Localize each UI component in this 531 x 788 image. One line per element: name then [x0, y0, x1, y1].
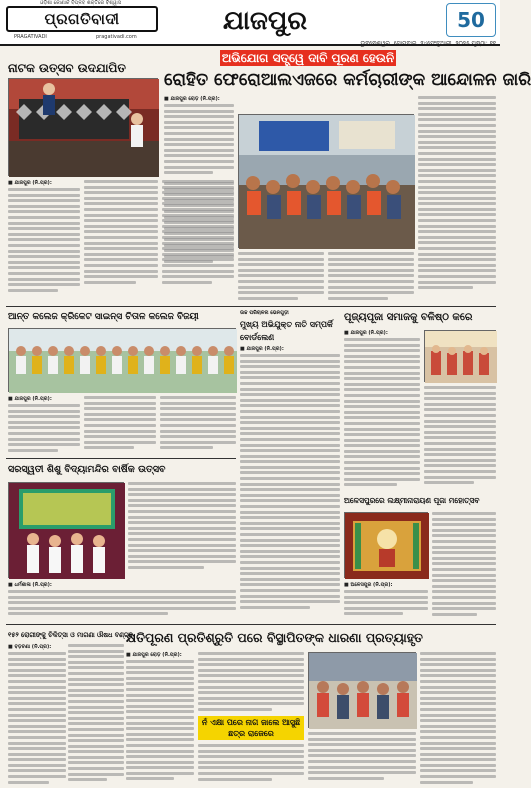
bottom-col4 [420, 652, 496, 784]
school-event-image [9, 483, 125, 579]
puja-headline: ପୂଜ୍ୟପୂଜା ସମାଜକୁ ବଳିଷ୍ଠ କରେ [344, 312, 473, 323]
bottom-col2 [198, 652, 304, 714]
lead-story-col4 [418, 96, 496, 296]
cricket-col1: ■ ଯାଜପୁର (ନି.ପ୍ର): [8, 396, 80, 456]
health-camp-col2 [68, 644, 124, 784]
bottom-headline: କ୍ଷତିପୂରଣ ପ୍ରତିଶ୍ରୁତି ପରେ ବିସ୍ଥାପିତଙ୍କ ଧାରଣା ପ୍ରତ୍ୟାହୃତ [126, 630, 423, 645]
lead-headline: ରୋହିତ ଫେରୋଆଲଏଜରେ କର୍ମଚାରୀଙ୍କ ଆନ୍ଦୋଳନ ଜାରି [164, 70, 531, 90]
school-event-photo [8, 482, 124, 578]
temple-photo [344, 512, 428, 578]
lead-story-col1b [164, 182, 234, 302]
cricket-headline: ଆନ୍ତ କଲେଜ କ୍ରିକେଟ ସାଇନ୍ସ ଚିତାଳ କଲେଜ ବିଜୟୀ [8, 312, 199, 322]
puja-col2 [424, 386, 496, 490]
lakshmi-col2 [432, 512, 496, 622]
district-title: ଯାଜପୁର [222, 5, 308, 36]
drama-festival-image [9, 79, 159, 177]
bottom-col1: ■ ଯାଜପୁର ରୋଡ଼ (ନି.ପ୍ର): [126, 652, 194, 784]
mid-story-col: ■ ଯାଜପୁର (ନି.ପ୍ର): [240, 346, 340, 616]
puja-photo [424, 330, 496, 382]
protest-image [239, 115, 415, 249]
school-col1 [128, 482, 236, 578]
school-headline: ସରସ୍ୱତୀ ଶିଶୁ ବିଦ୍ୟାମନ୍ଦିର ବାର୍ଷିକ ଉତ୍ସବ [8, 464, 166, 475]
highlight-banner: ନଁ ଏକ୍ଷା ପରେ ନାଗ ଜାଲେ ଆସୁଛି ଛତ୍ର ରାଜେରେ [198, 716, 304, 740]
health-camp-col1: ■ ବଡ଼ଚଣା (ନି.ପ୍ର): [8, 644, 66, 784]
lead-story-col1: ■ ଯାଜପୁର ରୋଡ଼ (ନି.ପ୍ର): [164, 96, 234, 180]
masthead-tagline: ଓଡ଼ିଶା କୋଣାର୍କ ବିପ୍ଳବ ଶକ୍ତିରେ ବିଶ୍ୱାସ [40, 0, 122, 6]
bottom-section-divider [6, 624, 496, 625]
health-camp-headline: ୧୫୨ ରୋଗୀଙ୍କୁ ଚିକିତ୍ସା ଓ ମାଗଣା ଔଷଧ ବଣ୍ଟନ [8, 631, 134, 639]
protest-photo [238, 114, 414, 248]
lakshmi-headline: ଅଳେସପୁରରେ ଲକ୍ଷ୍ମୀନାରାୟଣ ପୂଜା ମହୋତ୍ସବ [344, 496, 480, 505]
lead-kicker: ଅଭିଯୋଗ ସତ୍ତ୍ୱେ ଦାବି ପୂରଣ ହେଉନି [221, 50, 395, 65]
lead-story-col3 [328, 252, 414, 302]
cricket-col2 [84, 396, 156, 456]
dateline: ଭୁବନେଶ୍ୱର, ସୋମବାର, ୨୪ଫେବୃଆରୀ, ୨୦୨୫ ପୃଷ୍ଠା: ୧୧ [360, 40, 496, 47]
newspaper-logo: ପ୍ରଗତିବାଦୀ [6, 6, 158, 32]
left-story-col2 [84, 180, 158, 300]
drama-festival-photo [8, 78, 158, 176]
school-top-rule [6, 458, 236, 459]
displaced-protest-photo [308, 652, 416, 728]
mid-headline: ମୁଖ୍ୟ ଅଭିଯୁକ୍ତ ନାତି ସମ୍ପର୍କି ବୋର୍ଡଲେଣ [240, 320, 333, 342]
lakshmi-col1: ■ ଅଳେସପୁର (ନି.ପ୍ର): [344, 582, 428, 622]
lead-story-col2 [238, 252, 324, 302]
logo-website: pragativadi.com [96, 34, 137, 40]
section-divider [6, 306, 496, 307]
school-col2: ■ ଧର୍ମଶାଳା (ନି.ପ୍ର): [8, 582, 236, 620]
puja-col1: ■ ଯାଜପୁର (ନି.ପ୍ର): [344, 330, 420, 490]
anniversary-emblem: 50 [446, 3, 496, 37]
bottom-col3 [308, 732, 416, 784]
bottom-col2b [198, 744, 304, 784]
puja-image [425, 331, 497, 383]
cricket-team-photo [8, 328, 236, 392]
cricket-team-image [9, 329, 237, 393]
temple-image [345, 513, 429, 579]
left-story-headline: ନାଟକ ଉତ୍ସବ ଉଦଯାପିତ [8, 61, 126, 75]
displaced-protest-image [309, 653, 417, 729]
cricket-col3 [160, 396, 236, 456]
mid-kicker: ଉଚ୍ଚ ପରିଚାଳନା ଭେନଗୁଡ଼ୀ [240, 310, 289, 316]
logo-subtitle: PRAGATIVADI [14, 34, 47, 40]
left-story-col1: ■ ଯାଜପୁର (ନି.ପ୍ର): [8, 180, 80, 300]
